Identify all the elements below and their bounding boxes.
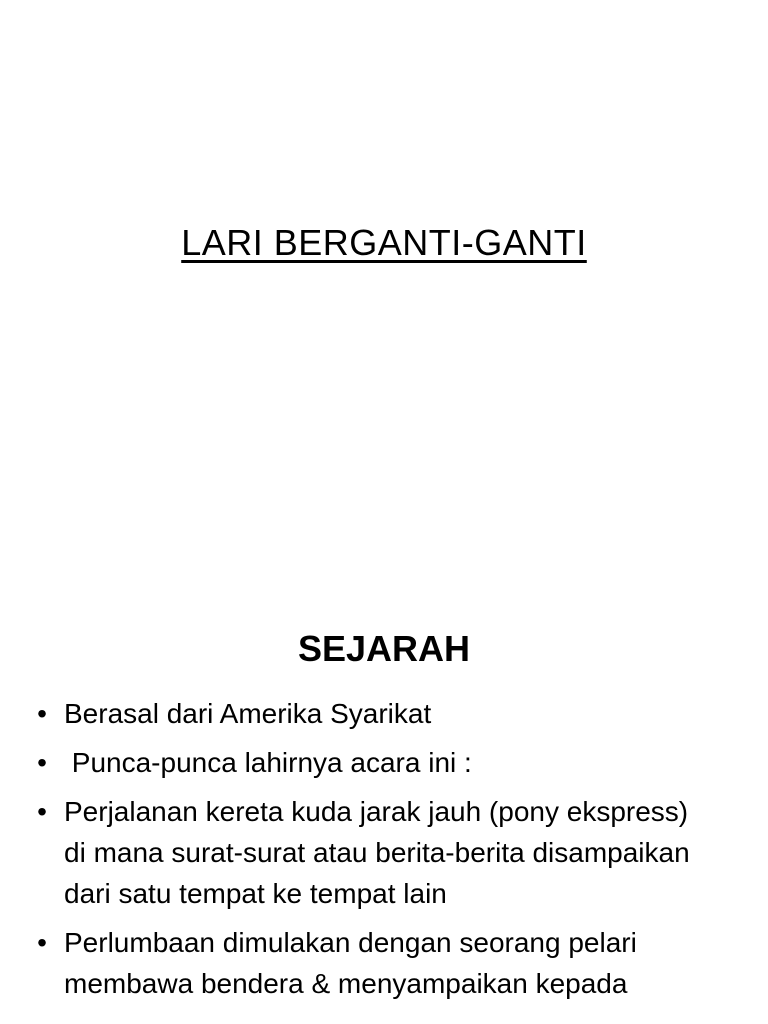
list-item-text: Perjalanan kereta kuda jarak jauh (pony ekspress) di mana surat-surat atau berita-berita disampaikan dari satu tempat ke tempat lain [64,796,690,909]
bullet-icon: • [37,698,47,729]
bullet-icon: • [37,796,47,827]
list-item-text: Punca-punca lahirnya acara ini : [64,747,472,778]
bullet-icon: • [37,927,47,958]
section-title: SEJARAH [297,628,471,669]
list-item [0,791,768,914]
bullet-icon: • [37,747,47,778]
list-item [0,742,768,783]
list-item-text: Perlumbaan dimulakan dengan seorang pelari membawa bendera & menyampaikan kepada [64,927,637,999]
list-item-text: Berasal dari Amerika Syarikat [64,698,432,729]
list-item [0,922,768,1004]
list-item [0,693,768,734]
page-title: LARI BERGANTI-GANTI [181,222,587,263]
slide-sejarah [0,576,768,1024]
bullet-list [0,693,768,1012]
